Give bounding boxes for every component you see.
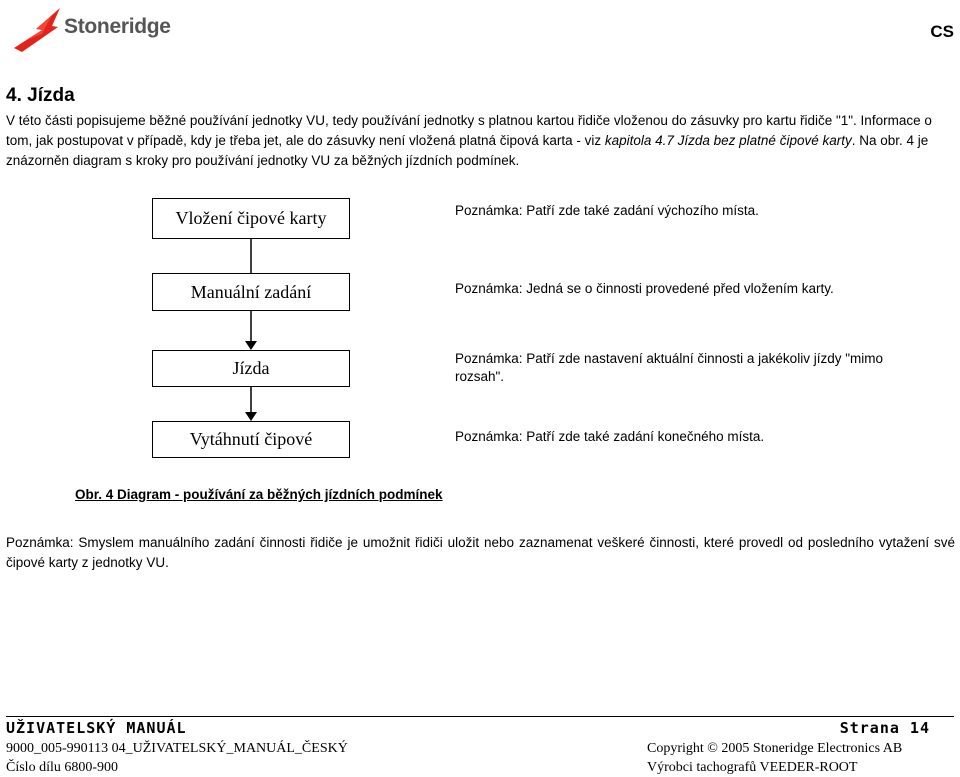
figure-caption: Obr. 4 Diagram - používání za běžných jízdních podmínek: [75, 487, 443, 502]
footer-right: [647, 739, 902, 777]
footer-part-number: Číslo dílu 6800-900: [6, 760, 119, 775]
intro-text-1: V této části popisujeme běžné používání jednotky VU, tedy používání jednotky s platnou kartou řidiče vloženou do zásuvky pro kartu řidiče "1". Informace o tom, jak postupovat v případě, kdy je třeba jet, ale do zásuvky není vložená platná čipová karta - viz: [6, 113, 932, 148]
step-note-1: Poznámka: Patří zde také zadání výchozího místa.: [455, 203, 759, 218]
brand-name: Stoneridge: [64, 15, 171, 38]
arrow-head-3: [245, 412, 257, 421]
intro-text-2: . Na obr. 4 je znázorněn diagram s kroky pro používání jednotky VU za běžných jízdních podmínek.: [6, 133, 929, 168]
language-code: CS: [930, 22, 954, 41]
step-box-manual-entry: Manuální zadání: [152, 273, 350, 311]
footer-divider: [6, 716, 954, 717]
step-box-card-insertion: Vložení čipové karty: [152, 198, 350, 239]
intro-chapter-reference: kapitola 4.7 Jízda bez platné čipové karty: [604, 133, 852, 148]
step-box-card-withdrawal: Vytáhnutí čipové: [152, 421, 350, 458]
arrow-head-2: [245, 341, 257, 350]
footer-left: [6, 739, 348, 777]
footer-copyright: Copyright © 2005 Stoneridge Electronics AB: [647, 741, 903, 756]
footer-page-number: Strana 14: [839, 719, 930, 737]
footer-manual-title: UŽIVATELSKÝ MANUÁL: [6, 719, 187, 737]
step-box-driving: Jízda: [152, 350, 350, 387]
footer-doc-code: 9000_005-990113 04_UŽIVATELSKÝ_MANUÁL_ČESKÝ: [6, 741, 348, 756]
step-note-3: Poznámka: Patří zde nastavení aktuální činnosti a jakékoliv jízdy "mimo rozsah".: [455, 351, 883, 384]
note-paragraph: Poznámka: Smyslem manuálního zadání činnosti řidiče je umožnit řidiči uložit nebo zaznamenat veškeré činnosti, které provedl od posledního vytažení své čipové karty z jednotky VU.: [6, 535, 955, 570]
section-title: 4. Jízda: [6, 85, 75, 106]
footer-manufacturer: Výrobci tachografů VEEDER-ROOT: [647, 760, 858, 775]
step-note-2: Poznámka: Jedná se o činnosti provedené před vložením karty.: [455, 281, 834, 296]
step-note-4: Poznámka: Patří zde také zadání konečného místa.: [455, 429, 765, 444]
